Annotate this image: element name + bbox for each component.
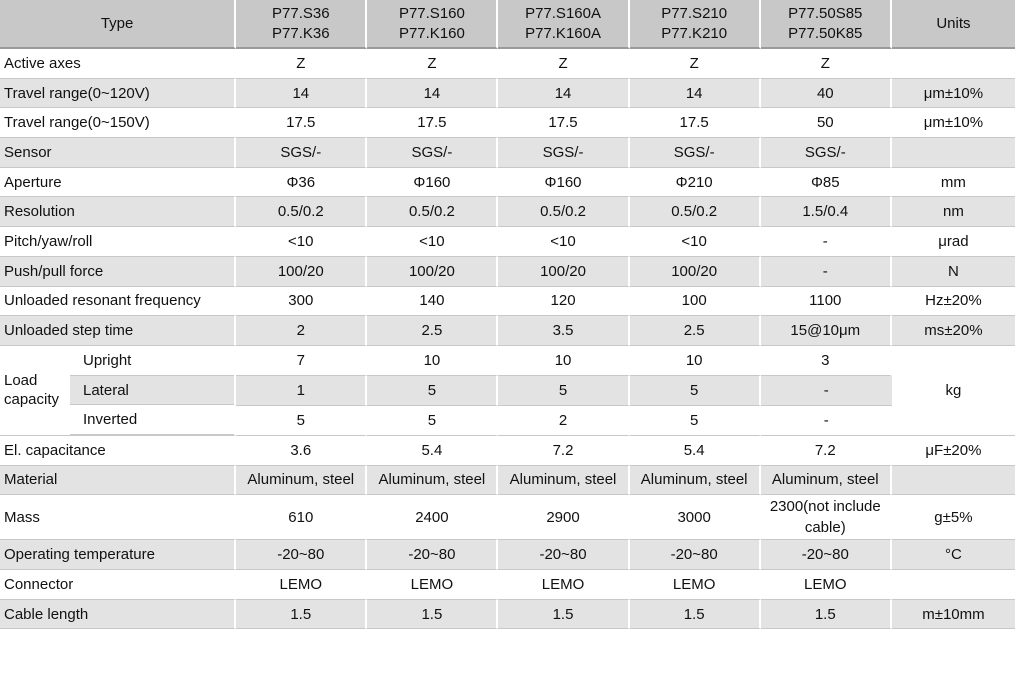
table-cell: -20~80: [367, 540, 498, 570]
table-cell: 5: [236, 406, 367, 436]
table-cell: SGS/-: [367, 138, 498, 168]
table-cell: <10: [630, 227, 761, 257]
table-cell: 300: [236, 287, 367, 317]
units-header: Units: [892, 0, 1015, 49]
table-cell: 0.5/0.2: [236, 197, 367, 227]
table-cell: -: [761, 227, 892, 257]
row-label: Operating temperature: [0, 540, 236, 570]
model-header: P77.S36 P77.K36: [236, 0, 367, 49]
table-cell: 14: [498, 79, 629, 109]
table-row: [0, 168, 1015, 198]
table-cell: 610: [236, 495, 367, 540]
table-cell: 120: [498, 287, 629, 317]
table-cell: 100/20: [498, 257, 629, 287]
table-cell: LEMO: [630, 570, 761, 600]
table-cell: Aluminum, steel: [236, 466, 367, 496]
table-row: [0, 316, 1015, 346]
table-cell: 17.5: [498, 108, 629, 138]
table-cell: 5: [630, 406, 761, 436]
table-cell: 10: [367, 346, 498, 376]
table-cell: Aluminum, steel: [367, 466, 498, 496]
table-cell: 10: [498, 346, 629, 376]
table-cell: -: [761, 257, 892, 287]
table-cell: -20~80: [498, 540, 629, 570]
table-cell: 14: [236, 79, 367, 109]
table-cell: 2: [498, 406, 629, 436]
table-cell: 0.5/0.2: [367, 197, 498, 227]
type-header: Type: [0, 0, 236, 49]
row-label: Pitch/yaw/roll: [0, 227, 236, 257]
unit-cell: nm: [892, 197, 1015, 227]
header-row: [0, 0, 1015, 49]
table-cell: 7.2: [761, 436, 892, 466]
row-label: Sensor: [0, 138, 236, 168]
table-cell: 40: [761, 79, 892, 109]
table-row: [0, 540, 1015, 570]
unit-cell: [892, 138, 1015, 168]
table-cell: 5.4: [630, 436, 761, 466]
table-cell: 1100: [761, 287, 892, 317]
row-label: Travel range(0~120V): [0, 79, 236, 109]
table-cell: 2300(not include cable): [761, 495, 892, 540]
table-cell: 10: [630, 346, 761, 376]
table-cell: SGS/-: [236, 138, 367, 168]
unit-cell: μF±20%: [892, 436, 1015, 466]
table-cell: 1.5/0.4: [761, 197, 892, 227]
table-cell: Aluminum, steel: [498, 466, 629, 496]
unit-cell: [892, 466, 1015, 496]
table-row: [0, 197, 1015, 227]
load-capacity-group: [0, 346, 236, 436]
table-cell: SGS/-: [630, 138, 761, 168]
table-cell: 3: [761, 346, 892, 376]
row-label: Cable length: [0, 600, 236, 630]
table-cell: 100: [630, 287, 761, 317]
spec-table-body: [0, 49, 1015, 629]
unit-cell: m±10mm: [892, 600, 1015, 630]
load-capacity-label: [0, 346, 70, 435]
table-row: [0, 570, 1015, 600]
table-cell: 14: [367, 79, 498, 109]
table-cell: Aluminum, steel: [761, 466, 892, 496]
row-label: Push/pull force: [0, 257, 236, 287]
table-row: [0, 287, 1015, 317]
table-cell: 140: [367, 287, 498, 317]
unit-cell: [892, 49, 1015, 79]
table-row: [0, 138, 1015, 168]
table-cell: Z: [236, 49, 367, 79]
unit-cell: °C: [892, 540, 1015, 570]
table-cell: 15@10μm: [761, 316, 892, 346]
table-cell: Φ160: [367, 168, 498, 198]
table-cell: 17.5: [630, 108, 761, 138]
unit-cell: μm±10%: [892, 79, 1015, 109]
table-cell: 50: [761, 108, 892, 138]
unit-cell: ms±20%: [892, 316, 1015, 346]
table-row: [0, 600, 1015, 630]
table-row: [0, 49, 1015, 79]
row-label: Resolution: [0, 197, 236, 227]
load-sub-label: Upright: [70, 346, 234, 376]
model-header: P77.S160A P77.K160A: [498, 0, 629, 49]
table-row: [0, 257, 1015, 287]
table-cell: Z: [498, 49, 629, 79]
table-cell: SGS/-: [761, 138, 892, 168]
table-cell: -20~80: [630, 540, 761, 570]
row-label: Aperture: [0, 168, 236, 198]
table-row: [0, 495, 1015, 540]
table-cell: 2400: [367, 495, 498, 540]
row-label: Unloaded step time: [0, 316, 236, 346]
model-header: P77.S210 P77.K210: [630, 0, 761, 49]
table-cell: 1.5: [367, 600, 498, 630]
row-label: Mass: [0, 495, 236, 540]
load-label-line: capacity: [4, 391, 60, 409]
table-cell: LEMO: [367, 570, 498, 600]
table-cell: Z: [761, 49, 892, 79]
table-row: [0, 108, 1015, 138]
model-header: P77.50S85 P77.50K85: [761, 0, 892, 49]
table-cell: Φ160: [498, 168, 629, 198]
table-cell: 0.5/0.2: [630, 197, 761, 227]
table-cell: 100/20: [630, 257, 761, 287]
table-row: [0, 346, 1015, 376]
table-cell: 1.5: [236, 600, 367, 630]
table-cell: 17.5: [367, 108, 498, 138]
unit-cell: [892, 570, 1015, 600]
table-cell: 3.5: [498, 316, 629, 346]
table-cell: <10: [498, 227, 629, 257]
table-cell: 17.5: [236, 108, 367, 138]
row-label: Material: [0, 466, 236, 496]
table-cell: 1: [236, 376, 367, 406]
table-cell: LEMO: [236, 570, 367, 600]
table-cell: <10: [367, 227, 498, 257]
table-cell: 2.5: [630, 316, 761, 346]
load-sub-label: Inverted: [70, 405, 234, 435]
table-cell: 2: [236, 316, 367, 346]
table-cell: LEMO: [498, 570, 629, 600]
load-label-line: Load: [4, 372, 38, 390]
table-cell: Aluminum, steel: [630, 466, 761, 496]
table-cell: 5.4: [367, 436, 498, 466]
table-cell: 2.5: [367, 316, 498, 346]
row-label: Active axes: [0, 49, 236, 79]
table-cell: 1.5: [498, 600, 629, 630]
table-cell: 7: [236, 346, 367, 376]
table-row: [0, 227, 1015, 257]
table-cell: Φ85: [761, 168, 892, 198]
unit-cell: kg: [892, 346, 1015, 436]
table-row: [0, 466, 1015, 496]
row-label: El. capacitance: [0, 436, 236, 466]
table-cell: Φ36: [236, 168, 367, 198]
table-cell: LEMO: [761, 570, 892, 600]
table-cell: Z: [630, 49, 761, 79]
unit-cell: g±5%: [892, 495, 1015, 540]
unit-cell: μrad: [892, 227, 1015, 257]
table-cell: 100/20: [367, 257, 498, 287]
table-cell: -: [761, 406, 892, 436]
table-cell: Z: [367, 49, 498, 79]
table-cell: <10: [236, 227, 367, 257]
table-row: [0, 436, 1015, 466]
row-label: Connector: [0, 570, 236, 600]
table-cell: 1.5: [630, 600, 761, 630]
table-cell: 2900: [498, 495, 629, 540]
table-cell: 3000: [630, 495, 761, 540]
table-cell: 5: [367, 406, 498, 436]
table-cell: SGS/-: [498, 138, 629, 168]
table-cell: -20~80: [236, 540, 367, 570]
load-sub-label: Lateral: [70, 376, 234, 406]
table-cell: 5: [498, 376, 629, 406]
table-row: [0, 79, 1015, 109]
unit-cell: mm: [892, 168, 1015, 198]
table-cell: 3.6: [236, 436, 367, 466]
row-label: Travel range(0~150V): [0, 108, 236, 138]
unit-cell: μm±10%: [892, 108, 1015, 138]
table-cell: 5: [630, 376, 761, 406]
table-cell: 1.5: [761, 600, 892, 630]
table-cell: -: [761, 376, 892, 406]
table-cell: 100/20: [236, 257, 367, 287]
unit-cell: N: [892, 257, 1015, 287]
table-cell: 14: [630, 79, 761, 109]
table-cell: 0.5/0.2: [498, 197, 629, 227]
table-cell: 5: [367, 376, 498, 406]
row-label: Unloaded resonant frequency: [0, 287, 236, 317]
unit-cell: Hz±20%: [892, 287, 1015, 317]
table-cell: Φ210: [630, 168, 761, 198]
model-header: P77.S160 P77.K160: [367, 0, 498, 49]
table-cell: -20~80: [761, 540, 892, 570]
table-cell: 7.2: [498, 436, 629, 466]
